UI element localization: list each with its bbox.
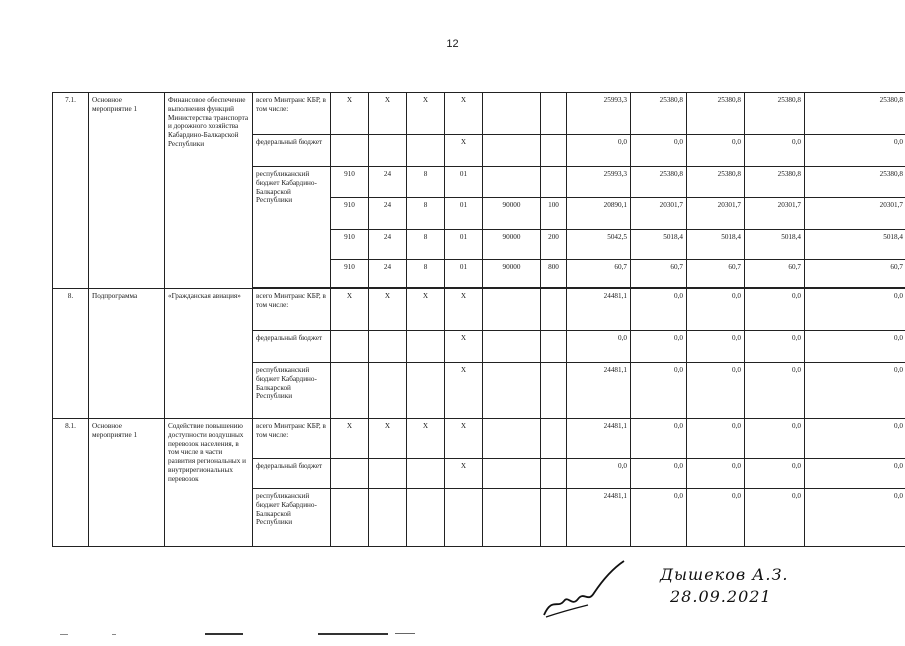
code-cell: X <box>445 135 483 167</box>
value-cell: 0,0 <box>631 331 687 363</box>
source-label: республиканский бюджет Кабардино-Балкарской Республики <box>253 489 331 547</box>
code-cell: X <box>407 93 445 135</box>
row-number: 7.1. <box>53 93 89 289</box>
code-cell <box>407 459 445 489</box>
code-cell: 90000 <box>483 198 541 230</box>
value-cell: 20301,7 <box>745 198 805 230</box>
value-cell: 60,7 <box>687 260 745 288</box>
row-status: Подпрограмма <box>89 289 165 419</box>
row-number: 8. <box>53 289 89 419</box>
value-cell: 0,0 <box>687 489 745 547</box>
value-cell: 5018,4 <box>745 230 805 260</box>
value-cell: 0,0 <box>805 459 905 489</box>
value-cell: 0,0 <box>567 135 631 167</box>
code-cell <box>483 459 541 489</box>
code-cell: 01 <box>445 167 483 198</box>
source-label: республиканский бюджет Кабардино-Балкарской Республики <box>253 167 331 288</box>
code-cell: 910 <box>331 260 369 288</box>
row-status: Основное мероприятие 1 <box>89 419 165 547</box>
code-cell: 8 <box>407 198 445 230</box>
code-cell <box>369 135 407 167</box>
code-cell: X <box>369 419 407 459</box>
value-cell: 0,0 <box>805 419 905 459</box>
code-cell <box>407 363 445 419</box>
value-cell: 0,0 <box>567 331 631 363</box>
value-cell: 25380,8 <box>805 93 905 135</box>
code-cell: 24 <box>369 260 407 288</box>
code-cell: 910 <box>331 167 369 198</box>
value-cell: 0,0 <box>687 419 745 459</box>
value-cell: 20301,7 <box>805 198 905 230</box>
value-cell: 24481,1 <box>567 489 631 547</box>
code-cell: X <box>331 289 369 331</box>
value-cell: 5018,4 <box>687 230 745 260</box>
source-label: федеральный бюджет <box>253 135 331 167</box>
value-cell: 25380,8 <box>687 93 745 135</box>
code-cell <box>407 489 445 547</box>
value-cell: 20301,7 <box>631 198 687 230</box>
value-cell: 60,7 <box>745 260 805 288</box>
value-cell: 0,0 <box>631 289 687 331</box>
code-cell <box>369 331 407 363</box>
code-cell: 90000 <box>483 230 541 260</box>
value-cell: 0,0 <box>745 459 805 489</box>
code-cell <box>541 331 567 363</box>
code-cell <box>331 489 369 547</box>
source-label: федеральный бюджет <box>253 459 331 489</box>
signature-block <box>530 555 790 635</box>
value-cell: 0,0 <box>745 331 805 363</box>
code-cell <box>483 363 541 419</box>
code-cell: X <box>445 419 483 459</box>
code-cell <box>331 363 369 419</box>
value-cell: 25380,8 <box>745 167 805 198</box>
value-cell: 25993,3 <box>567 93 631 135</box>
value-cell: 25380,8 <box>631 93 687 135</box>
value-cell: 60,7 <box>567 260 631 288</box>
row-number: 8.1. <box>53 419 89 547</box>
code-cell: X <box>407 289 445 331</box>
value-cell: 0,0 <box>687 363 745 419</box>
scan-edge-marks <box>0 628 905 640</box>
code-cell: X <box>331 93 369 135</box>
code-cell: X <box>445 289 483 331</box>
code-cell <box>331 459 369 489</box>
source-label: всего Минтранс КБР, в том числе: <box>253 93 331 135</box>
code-cell: X <box>369 289 407 331</box>
value-cell: 0,0 <box>631 489 687 547</box>
code-cell <box>541 167 567 198</box>
signature-scribble <box>538 557 628 627</box>
source-label: республиканский бюджет Кабардино-Балкарской Республики <box>253 363 331 419</box>
code-cell: 8 <box>407 260 445 288</box>
code-cell: 01 <box>445 260 483 288</box>
code-cell: 01 <box>445 230 483 260</box>
code-cell: 90000 <box>483 260 541 288</box>
code-cell: 24 <box>369 230 407 260</box>
code-cell <box>407 135 445 167</box>
value-cell: 25993,3 <box>567 167 631 198</box>
value-cell: 60,7 <box>805 260 905 288</box>
source-label: всего Минтранс КБР, в том числе: <box>253 419 331 459</box>
value-cell: 0,0 <box>805 289 905 331</box>
code-cell <box>541 289 567 331</box>
code-cell: X <box>445 331 483 363</box>
code-cell: X <box>407 419 445 459</box>
code-cell: 200 <box>541 230 567 260</box>
value-cell: 0,0 <box>631 419 687 459</box>
value-cell: 0,0 <box>745 135 805 167</box>
value-cell: 24481,1 <box>567 363 631 419</box>
value-cell: 20890,1 <box>567 198 631 230</box>
value-cell: 0,0 <box>631 135 687 167</box>
value-cell: 0,0 <box>631 363 687 419</box>
row-name: «Гражданская авиация» <box>165 289 253 419</box>
code-cell <box>541 93 567 135</box>
table-row <box>53 289 905 331</box>
value-cell: 0,0 <box>745 489 805 547</box>
value-cell: 0,0 <box>745 363 805 419</box>
code-cell: X <box>331 419 369 459</box>
code-cell: 800 <box>541 260 567 288</box>
budget-table <box>52 92 905 547</box>
row-name: Содействие повышению доступности воздушных перевозок населения, в том числе в части развития региональных и внутрирегиональных перевозок <box>165 419 253 547</box>
code-cell <box>483 289 541 331</box>
code-cell <box>483 135 541 167</box>
value-cell: 20301,7 <box>687 198 745 230</box>
code-cell <box>541 489 567 547</box>
source-label: всего Минтранс КБР, в том числе: <box>253 289 331 331</box>
value-cell: 0,0 <box>687 289 745 331</box>
signature-date: 28.09.2021 <box>670 587 772 606</box>
code-cell <box>541 363 567 419</box>
code-cell <box>483 93 541 135</box>
row-status: Основное мероприятие 1 <box>89 93 165 289</box>
value-cell: 0,0 <box>631 459 687 489</box>
code-cell <box>483 489 541 547</box>
code-cell: 24 <box>369 167 407 198</box>
code-cell <box>445 489 483 547</box>
code-cell <box>369 459 407 489</box>
code-cell <box>369 363 407 419</box>
value-cell: 0,0 <box>805 135 905 167</box>
code-cell <box>541 135 567 167</box>
value-cell: 25380,8 <box>631 167 687 198</box>
value-cell: 0,0 <box>567 459 631 489</box>
code-cell: 8 <box>407 230 445 260</box>
code-cell: 24 <box>369 198 407 230</box>
value-cell: 5018,4 <box>631 230 687 260</box>
code-cell <box>483 167 541 198</box>
table-row <box>53 93 905 135</box>
code-cell <box>407 331 445 363</box>
value-cell: 0,0 <box>745 419 805 459</box>
code-cell: 8 <box>407 167 445 198</box>
code-cell: X <box>445 93 483 135</box>
code-cell <box>483 331 541 363</box>
value-cell: 0,0 <box>687 459 745 489</box>
value-cell: 24481,1 <box>567 419 631 459</box>
value-cell: 0,0 <box>805 331 905 363</box>
row-name: Финансовое обеспечение выполнения функций Министерства транспорта и дорожного хозяйства Кабардино-Балкарской Республики <box>165 93 253 289</box>
code-cell <box>541 459 567 489</box>
value-cell: 25380,8 <box>687 167 745 198</box>
code-cell <box>331 135 369 167</box>
table-row <box>53 419 905 459</box>
code-cell <box>331 331 369 363</box>
value-cell: 0,0 <box>687 135 745 167</box>
value-cell: 60,7 <box>631 260 687 288</box>
code-cell: 910 <box>331 198 369 230</box>
code-cell: 910 <box>331 230 369 260</box>
code-cell: X <box>445 363 483 419</box>
code-cell <box>483 419 541 459</box>
value-cell: 25380,8 <box>805 167 905 198</box>
value-cell: 5018,4 <box>805 230 905 260</box>
value-cell: 25380,8 <box>745 93 805 135</box>
code-cell <box>369 489 407 547</box>
value-cell: 24481,1 <box>567 289 631 331</box>
code-cell: X <box>369 93 407 135</box>
value-cell: 0,0 <box>687 331 745 363</box>
value-cell: 5042,5 <box>567 230 631 260</box>
code-cell: X <box>445 459 483 489</box>
value-cell: 0,0 <box>805 363 905 419</box>
signer-name: Дышеков А.З. <box>660 565 789 584</box>
code-cell <box>541 419 567 459</box>
source-label: федеральный бюджет <box>253 331 331 363</box>
code-cell: 100 <box>541 198 567 230</box>
code-cell: 01 <box>445 198 483 230</box>
value-cell: 0,0 <box>745 289 805 331</box>
value-cell: 0,0 <box>805 489 905 547</box>
page-number: 12 <box>0 38 905 50</box>
